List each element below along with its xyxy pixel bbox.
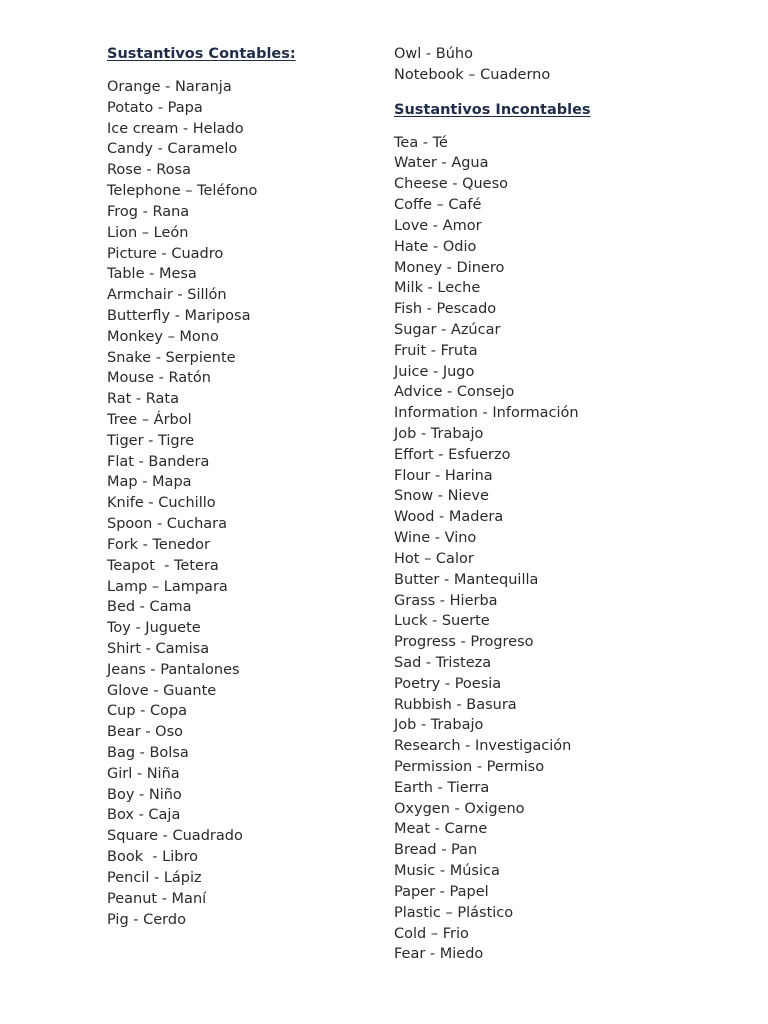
countable-noun-item: Monkey – Mono [107,328,219,345]
countable-noun-item: Glove - Guante [107,682,217,699]
countable-noun-item: Table - Mesa [107,266,197,283]
countable-noun-item: Owl - Búho [394,46,473,62]
countable-noun-item: Spoon - Cuchara [107,516,228,533]
uncountable-noun-item: Plastic – Plástico [394,904,514,921]
uncountable-noun-item: Hot – Calor [394,550,474,567]
countable-noun-item: Rat - Rata [107,391,179,408]
countable-noun-item: Candy - Caramelo [107,141,238,158]
countable-noun-item: Square - Cuadrado [107,828,243,845]
uncountable-noun-item: Meat - Carne [394,821,488,838]
uncountable-noun-item: Wine - Vino [394,530,477,547]
uncountable-noun-item: Bread - Pan [394,842,478,859]
countable-noun-item: Potato - Papa [107,99,203,116]
countable-noun-item: Boy - Niño [107,786,182,803]
uncountable-noun-item: Money - Dinero [394,259,505,276]
uncountable-noun-item: Milk - Leche [394,280,481,297]
countable-noun-item: Toy - Juguete [107,620,201,637]
countable-noun-item: Pencil - Lápiz [107,869,202,886]
uncountable-noun-item: Water - Agua [394,155,489,172]
countable-noun-item: Ice cream - Helado [107,120,244,137]
countable-noun-item: Book - Libro [107,849,198,866]
uncountable-noun-item: Earth - Tierra [394,779,490,796]
countable-noun-item: Fork - Tenedor [107,536,210,553]
uncountable-noun-item: Fish - Pescado [394,301,497,318]
uncountable-noun-item: Research - Investigación [394,738,572,755]
countable-noun-item: Knife - Cuchillo [107,495,216,512]
uncountable-noun-item: Coffe – Café [394,197,482,214]
uncountable-noun-item: Snow - Nieve [394,488,489,505]
countable-noun-item: Armchair - Sillón [107,287,227,304]
countable-noun-item: Frog - Rana [107,203,190,220]
countable-noun-item: Lion – León [107,224,189,241]
uncountable-noun-item: Butter - Mantequilla [394,571,539,588]
uncountable-noun-item: Wood - Madera [394,509,504,526]
uncountable-noun-item: Music - Música [394,863,500,880]
countable-noun-item: Tiger - Tigre [107,432,195,449]
countable-noun-item: Orange - Naranja [107,79,232,95]
uncountable-noun-item: Juice - Jugo [394,363,475,380]
uncountable-noun-item: Love - Amor [394,217,482,234]
countable-nouns-list [107,77,377,930]
countable-noun-item: Snake - Serpiente [107,349,236,366]
countable-noun-item: Rose - Rosa [107,162,191,179]
countable-noun-item: Shirt - Camisa [107,640,210,657]
uncountable-noun-item: Permission - Permiso [394,759,545,775]
uncountable-noun-item: Sad - Tristeza [394,654,492,671]
uncountable-nouns-heading: Sustantivos Incontables [394,101,591,118]
countable-noun-item: Bed - Cama [107,599,192,616]
countable-noun-item: Teapot - Tetera [107,557,219,574]
uncountable-noun-item: Job - Trabajo [394,426,484,442]
countable-noun-item: Notebook – Cuaderno [394,66,551,83]
countable-noun-item: Cup - Copa [107,703,188,720]
countable-nouns-column [107,44,377,930]
right-column [394,44,694,965]
countable-noun-item: Tree – Árbol [107,412,192,428]
uncountable-noun-item: Effort - Esfuerzo [394,446,511,463]
countable-noun-item: Flat - Bandera [107,453,210,470]
uncountable-noun-item: Fruit - Fruta [394,342,478,359]
uncountable-noun-item: Hate - Odio [394,238,477,255]
countable-nouns-continued-list [394,44,694,86]
uncountable-noun-item: Job - Trabajo [394,717,484,734]
countable-noun-item: Telephone – Teléfono [107,183,258,200]
countable-noun-item: Mouse - Ratón [107,370,211,387]
uncountable-noun-item: Poetry - Poesia [394,675,502,692]
uncountable-noun-item: Oxygen - Oxigeno [394,800,525,817]
countable-nouns-heading: Sustantivos Contables: [107,46,296,62]
uncountable-noun-item: Cheese - Queso [394,176,509,193]
uncountable-noun-item: Cold – Frio [394,925,469,942]
countable-noun-item: Picture - Cuadro [107,245,224,262]
countable-noun-item: Bear - Oso [107,724,184,741]
countable-noun-item: Box - Caja [107,807,181,824]
uncountable-noun-item: Paper - Papel [394,883,489,900]
countable-noun-item: Butterfly - Mariposa [107,307,251,324]
countable-noun-item: Girl - Niña [107,765,180,782]
uncountable-noun-item: Tea - Té [394,134,448,151]
countable-noun-item: Bag - Bolsa [107,745,189,761]
uncountable-noun-item: Luck - Suerte [394,613,490,630]
uncountable-noun-item: Advice - Consejo [394,384,515,401]
uncountable-noun-item: Flour - Harina [394,467,493,484]
uncountable-noun-item: Grass - Hierba [394,592,498,609]
countable-noun-item: Lamp – Lampara [107,578,228,595]
countable-noun-item: Jeans - Pantalones [107,661,240,678]
countable-noun-item: Peanut - Maní [107,890,207,907]
uncountable-noun-item: Progress - Progreso [394,634,534,651]
uncountable-nouns-list [394,133,694,966]
countable-noun-item: Map - Mapa [107,474,192,491]
uncountable-noun-item: Rubbish - Basura [394,696,517,713]
uncountable-noun-item: Fear - Miedo [394,946,484,963]
countable-noun-item: Pig - Cerdo [107,911,186,928]
uncountable-noun-item: Sugar - Azúcar [394,321,501,338]
uncountable-noun-item: Information - Información [394,405,579,422]
